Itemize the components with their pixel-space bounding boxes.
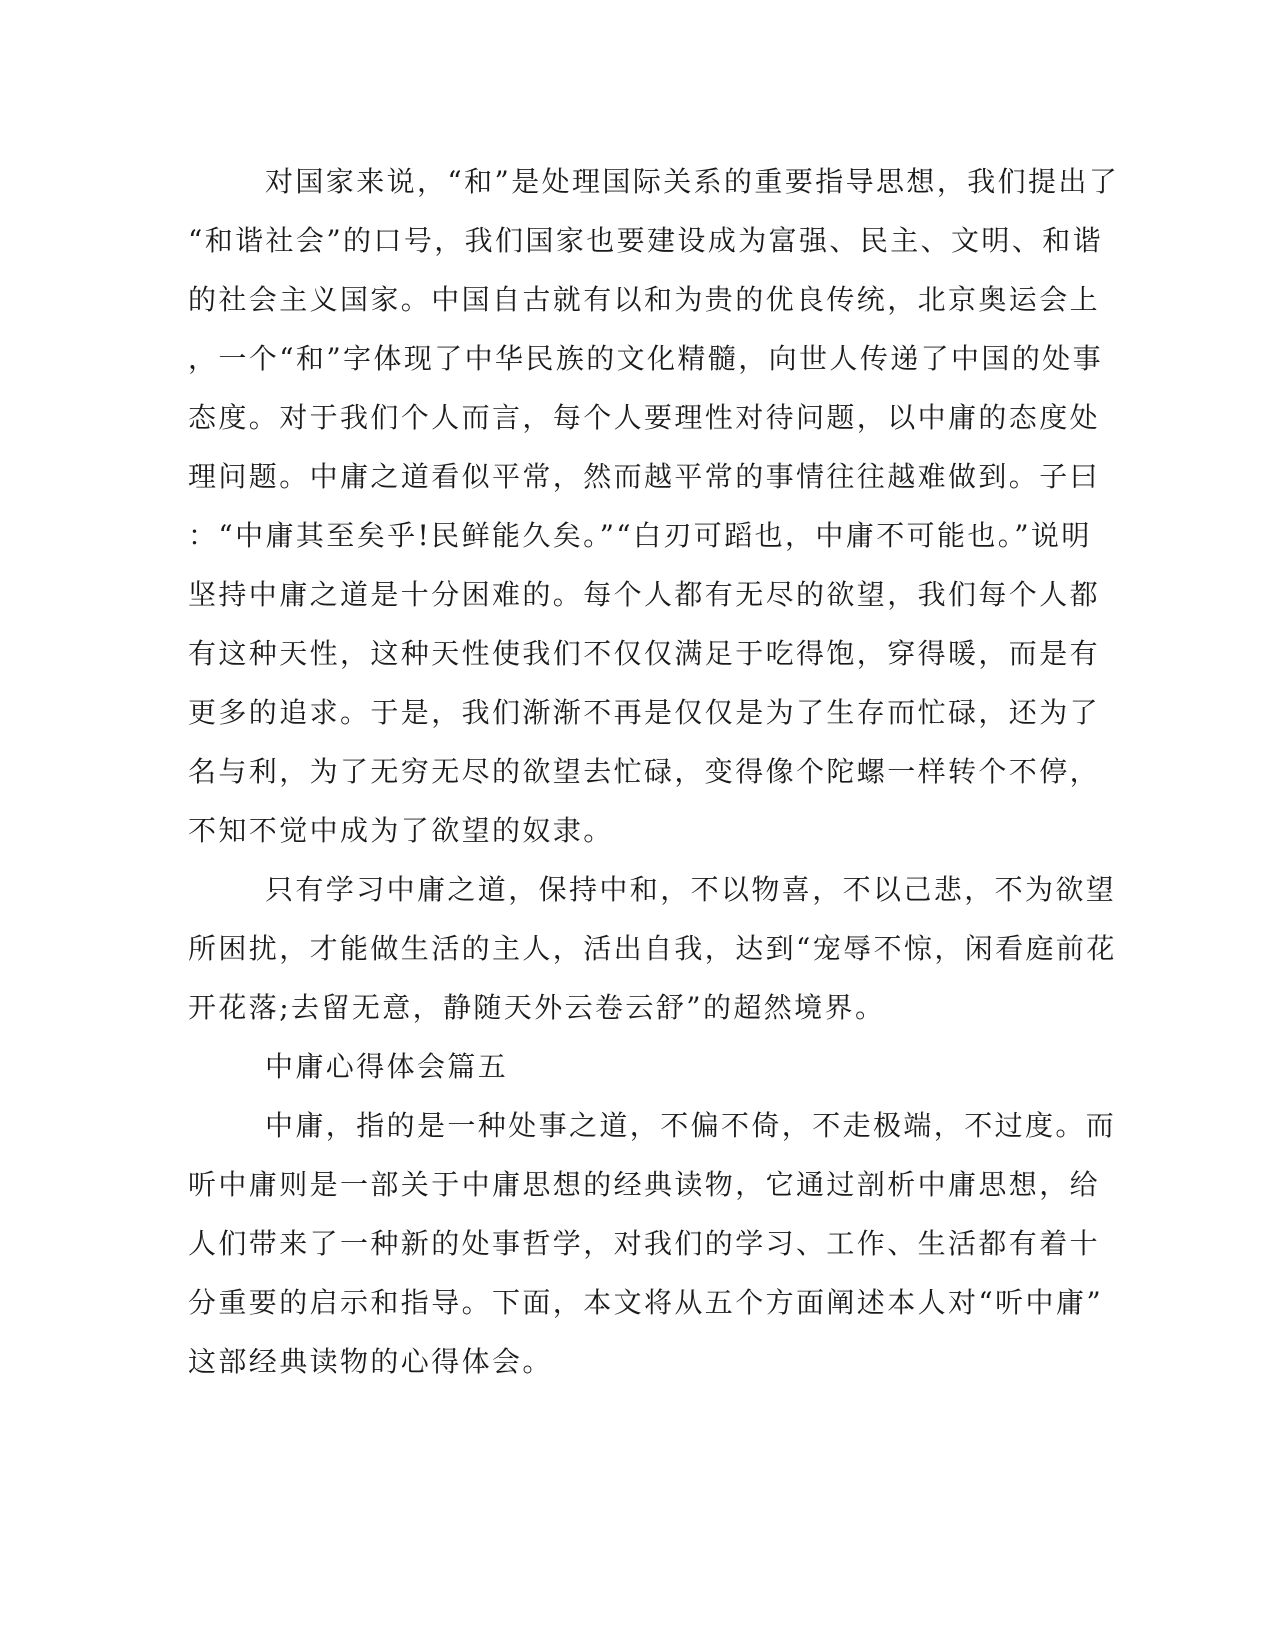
paragraph-1-line-11: 名与利，为了无穷无尽的欲望去忙碌，变得像个陀螺一样转个不停， (188, 755, 1101, 788)
paragraph-2-line-2: 所困扰，才能做生活的主人，活出自我，达到“宠辱不惊，闲看庭前花 (188, 932, 1117, 965)
paragraph-1-line-8: 坚持中庸之道是十分困难的。每个人都有无尽的欲望，我们每个人都 (188, 578, 1101, 611)
paragraph-1-line-7: ：“中庸其至矣乎!民鲜能久矣。”“白刃可蹈也，中庸不可能也。”说明 (188, 519, 1092, 552)
paragraph-1-line-1: 对国家来说，“和”是处理国际关系的重要指导思想，我们提出了 (265, 165, 1120, 198)
paragraph-1-line-2: “和谐社会”的口号，我们国家也要建设成为富强、民主、文明、和谐 (188, 224, 1104, 257)
paragraph-1-line-6: 理问题。中庸之道看似平常，然而越平常的事情往往越难做到。子曰 (188, 460, 1101, 493)
paragraph-3-line-4: 分重要的启示和指导。下面，本文将从五个方面阐述本人对“听中庸” (188, 1286, 1104, 1319)
paragraph-1-line-9: 有这种天性，这种天性使我们不仅仅满足于吃得饱，穿得暖，而是有 (188, 637, 1101, 670)
paragraph-2-line-1: 只有学习中庸之道，保持中和，不以物喜，不以己悲，不为欲望 (265, 873, 1117, 906)
paragraph-3-line-5: 这部经典读物的心得体会。 (188, 1345, 553, 1378)
section-heading: 中庸心得体会篇五 (265, 1050, 509, 1083)
paragraph-2-line-3: 开花落;去留无意，静随天外云卷云舒”的超然境界。 (188, 991, 886, 1024)
paragraph-1-line-3: 的社会主义国家。中国自古就有以和为贵的优良传统，北京奥运会上 (188, 283, 1101, 316)
paragraph-1-line-12: 不知不觉中成为了欲望的奴隶。 (188, 814, 614, 847)
paragraph-1-line-4: ，一个“和”字体现了中华民族的文化精髓，向世人传递了中国的处事 (188, 342, 1104, 375)
paragraph-1-line-5: 态度。对于我们个人而言，每个人要理性对待问题，以中庸的态度处 (188, 401, 1101, 434)
paragraph-3-line-2: 听中庸则是一部关于中庸思想的经典读物，它通过剖析中庸思想，给 (188, 1168, 1101, 1201)
paragraph-3-line-3: 人们带来了一种新的处事哲学，对我们的学习、工作、生活都有着十 (188, 1227, 1101, 1260)
paragraph-3-line-1: 中庸，指的是一种处事之道，不偏不倚，不走极端，不过度。而 (265, 1109, 1117, 1142)
paragraph-1-line-10: 更多的追求。于是，我们渐渐不再是仅仅是为了生存而忙碌，还为了 (188, 696, 1101, 729)
